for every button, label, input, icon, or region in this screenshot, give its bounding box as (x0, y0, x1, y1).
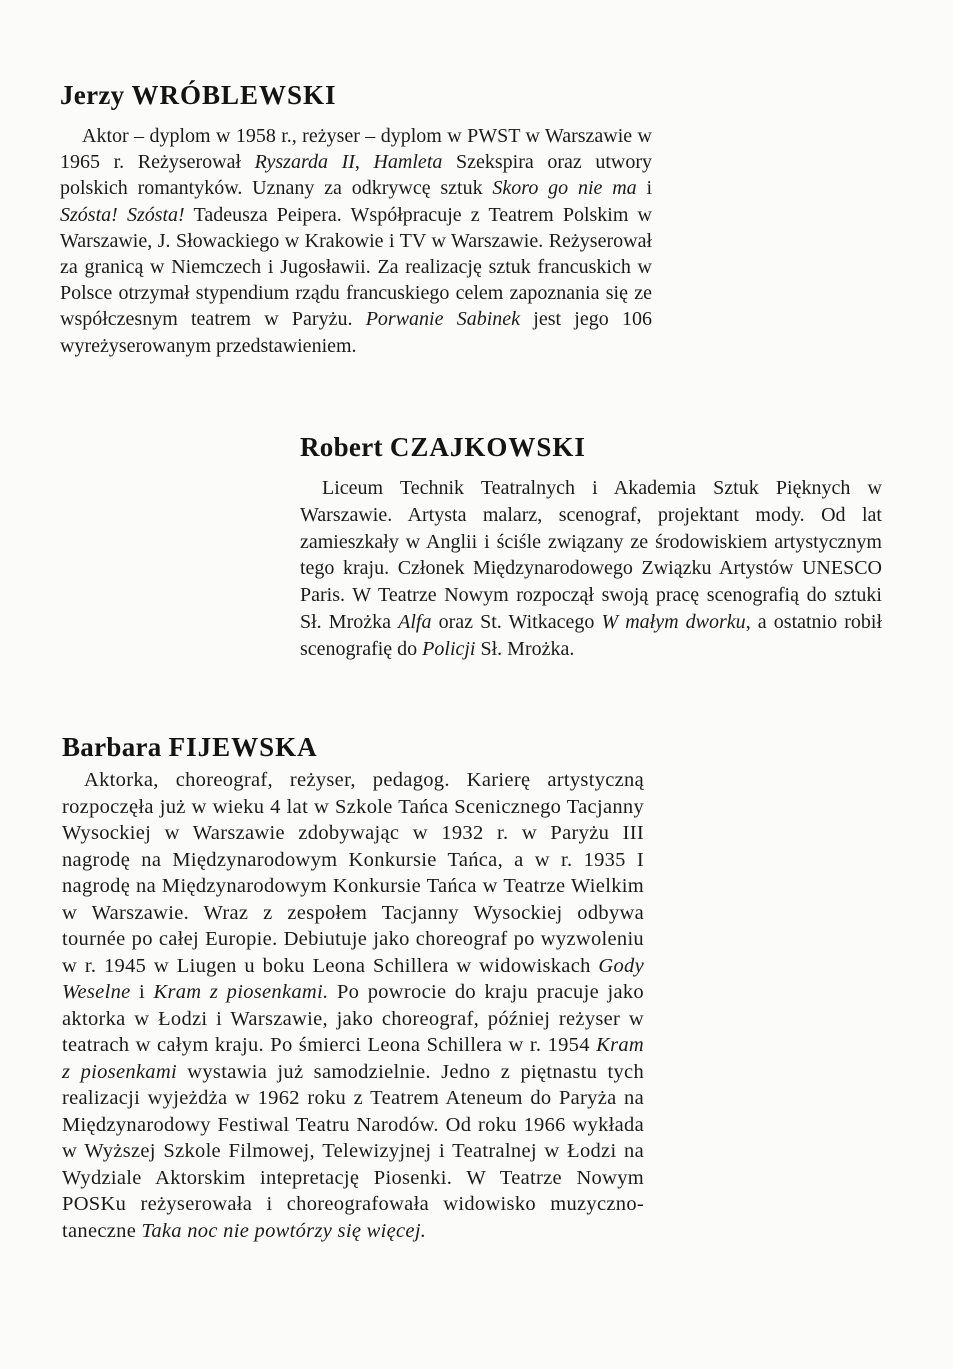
title-italic: Porwanie Sabinek (365, 308, 521, 331)
surname: CZAJKOWSKI (389, 432, 586, 462)
title-italic: Szósta! Szósta! (60, 203, 185, 226)
bio-heading (300, 432, 882, 463)
title-italic: Skoro go nie ma (492, 177, 637, 200)
text-run: jest jego 106 wyreżyserowanym przedstawieniem. (60, 308, 652, 357)
text-run: Liceum Technik Teatralnych i Akademia Sztuk Pięknych w Warszawie. Artysta malarz, scenograf, projektant mody. Od lat zamieszkały w Anglii i ściśle związany ze środowiskiem artystycznym tego kraju. Członek Międzynarodowego Związku Artystów UNESCO Paris. W Teatrze Nowym rozpoczął swoją pracę scenografią do sztuki Sł. Mrożka (300, 477, 882, 633)
text-run: wystawia już samodzielnie. Jedno z piętnastu tych realizacji wyjeżdża w 1962 roku z Teatrem Ateneum do Paryża na Międzynarodowy Festiwal Teatru Narodów. Od roku 1966 wykłada w Wyższej Szkole Filmowej, Telewizyjnej i Teatralnej w Łodzi na Wydziale Aktorskim intepretację Piosenki. W Teatrze Nowym POSKu reżyserowała i choreografowała widowisko muzyczno-taneczne (62, 1060, 645, 1242)
bio-text (300, 475, 882, 663)
title-italic: Kram z piosenkami. (153, 981, 329, 1003)
title-italic: Gody Weselne (62, 954, 644, 1003)
bio-text (62, 767, 644, 1244)
title-italic: Kram z piosenkami (62, 1034, 644, 1083)
text-run: i (636, 177, 653, 200)
bio-heading (60, 80, 652, 111)
text-run: Szekspira oraz utwory polskich romantyków. Uznany za odkrywcę sztuk (60, 151, 652, 200)
bio-czajkowski (300, 432, 882, 663)
text-run: , a ostatnio robił scenografię do (300, 610, 883, 660)
first-name: Robert (300, 432, 383, 462)
title-italic: Taka noc nie powtórzy się więcej. (141, 1219, 427, 1242)
title-italic: W małym dworku (601, 610, 746, 633)
bio-fijewska (62, 732, 644, 1244)
title-italic: Ryszarda II, Hamleta (254, 151, 443, 174)
text-run: oraz St. Witkacego (431, 610, 602, 633)
bio-text (60, 123, 652, 359)
bio-wroblewski (60, 80, 652, 359)
title-italic: Alfa (398, 610, 432, 633)
text-run: Sł. Mrożka. (475, 637, 575, 660)
first-name: Barbara (62, 732, 162, 762)
text-run: Aktorka, choreograf, reżyser, pedagog. Karierę artystyczną rozpoczęła już w wieku 4 lat w Szkole Tańca Scenicznego Tacjanny Wysockiej w Warszawie zdobywając w 1932 r. w Paryżu III nagrodę na Międzynarodowym Konkursie Tańca, a w r. 1935 I nagrodę na Międzynarodowym Konkursie Tańca w Teatrze Wielkim w Warszawie. Wraz z zespołem Tacjanny Wysockiej odbywa tournée po całej Europie. Debiutuje jako choreograf po wyzwoleniu w r. 1945 w Liugen u boku Leona Schillera w widowiskach (62, 769, 644, 977)
surname: FIJEWSKA (168, 732, 318, 762)
text-run: Tadeusza Peipera. Współpracuje z Teatrem Polskim w Warszawie, J. Słowackiego w Krakowie i TV w Warszawie. Reżyserował za granicą w Niemczech i Jugosławii. Za realizację sztuk francuskich w Polsce otrzymał stypendium rządu francuskiego celem zapoznania się ze współczesnym teatrem w Paryżu. (60, 203, 652, 331)
first-name: Jerzy (60, 80, 125, 110)
surname: WRÓBLEWSKI (131, 80, 337, 110)
text-run: i (130, 981, 154, 1003)
text-run: Po powrocie do kraju pracuje jako aktorka w Łodzi i Warszawie, jako choreograf, później reżyser w teatrach w całym kraju. Po śmierci Leona Schillera w r. 1954 (62, 981, 644, 1056)
text-run: Aktor – dyplom w 1958 r., reżyser – dyplom w PWST w Warszawie w 1965 r. Reżyserował (60, 125, 652, 174)
title-italic: Policji (422, 637, 476, 660)
bio-heading (62, 732, 644, 763)
